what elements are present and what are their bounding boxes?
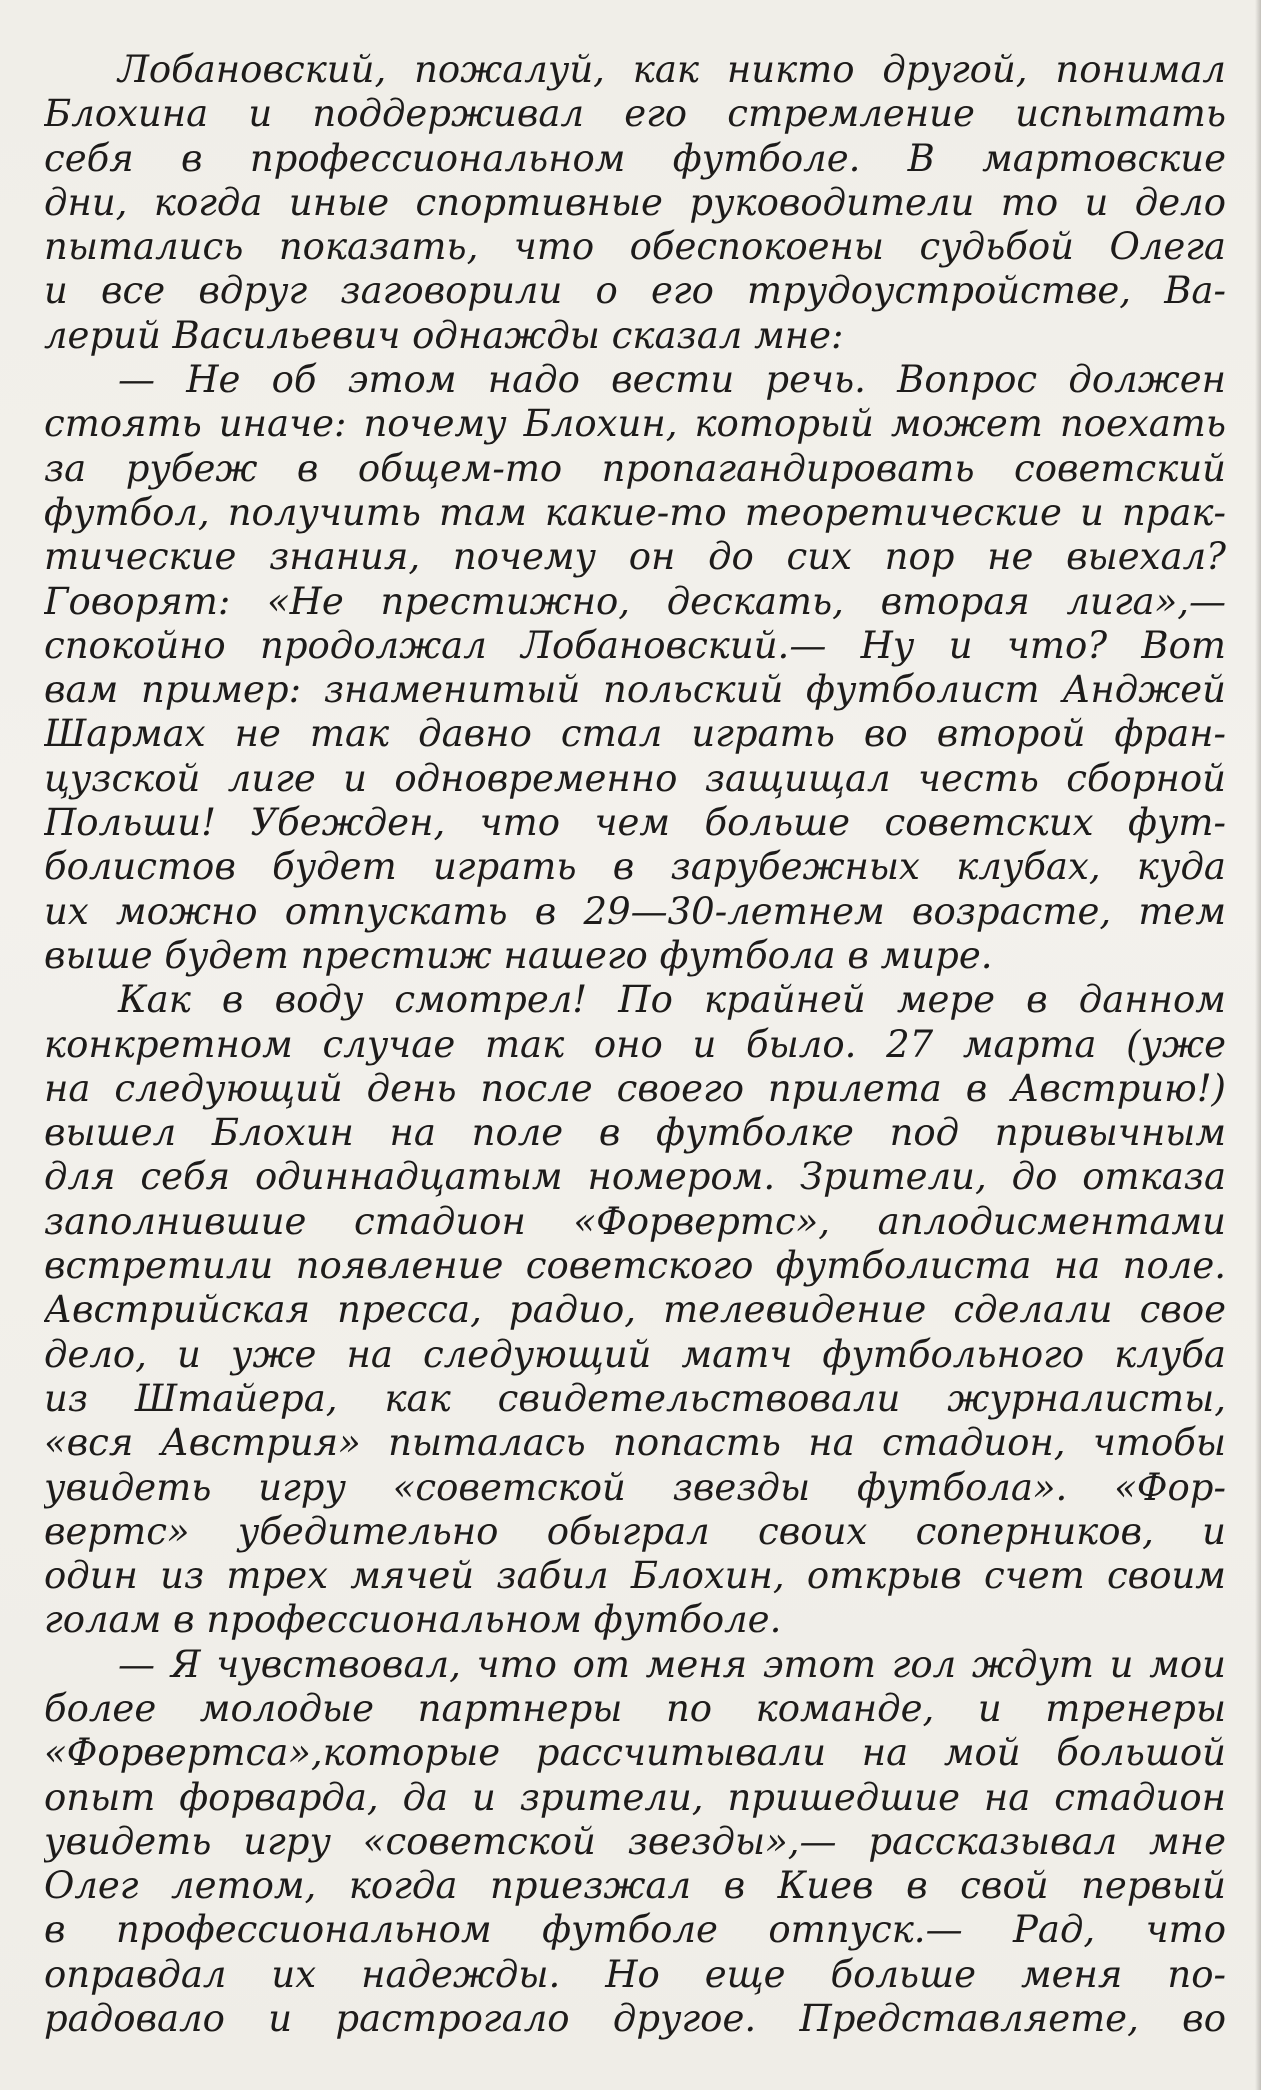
text-line: себя в профессиональном футболе. В мартовские	[44, 136, 1226, 180]
text-line: их можно отпускать в 29—30-летнем возрасте, тем	[44, 889, 1226, 933]
page-text	[44, 48, 1226, 2041]
text-line: выше будет престиж нашего футбола в мире.	[44, 933, 993, 977]
text-line: за рубеж в общем-то пропагандировать советский	[44, 446, 1226, 490]
text-line: из Штайера, как свидетельствовали журналисты,	[44, 1376, 1226, 1420]
text-line: Олег летом, когда приезжал в Киев в свой первый	[44, 1864, 1226, 1908]
text-line: тические знания, почему он до сих пор не выехал?	[44, 535, 1226, 579]
text-line: лерий Васильевич однажды сказал мне:	[44, 313, 844, 357]
text-line: голам в профессиональном футболе.	[44, 1598, 782, 1642]
text-line: стоять иначе: почему Блохин, который может поехать	[44, 402, 1226, 446]
text-line: вам пример: знаменитый польский футболист Анджей	[44, 668, 1226, 712]
text-line: вертс» убедительно обыграл своих соперников, и	[44, 1509, 1226, 1553]
text-line: радовало и растрогало другое. Представляете, во	[44, 1997, 1226, 2041]
text-line: опыт форварда, да и зрители, пришедшие на стадион	[44, 1775, 1226, 1819]
text-line: один из трех мячей забил Блохин, открыв счет своим	[44, 1554, 1226, 1598]
text-line: более молодые партнеры по команде, и тренеры	[44, 1686, 1226, 1730]
text-line: «вся Австрия» пыталась попасть на стадион, чтобы	[44, 1421, 1226, 1465]
text-line: Как в воду смотрел! По крайней мере в данном	[118, 978, 1226, 1022]
text-line: и все вдруг заговорили о его трудоустройстве, Ва-	[44, 269, 1226, 313]
text-line: — Я чувствовал, что от меня этот гол ждут и мои	[118, 1642, 1226, 1686]
text-line: вышел Блохин на поле в футболке под привычным	[44, 1111, 1226, 1155]
text-line: встретили появление советского футболиста на поле.	[44, 1244, 1226, 1288]
text-line: цузской лиге и одновременно защищал честь сборной	[44, 756, 1226, 800]
text-line: в профессиональном футболе отпуск.— Рад, что	[44, 1908, 1226, 1952]
text-line: — Не об этом надо вести речь. Вопрос должен	[118, 358, 1226, 402]
text-line: оправдал их надежды. Но еще больше меня по-	[44, 1952, 1226, 1996]
text-line: на следующий день после своего прилета в Австрию!)	[44, 1066, 1226, 1110]
text-line: Австрийская пресса, радио, телевидение сделали свое	[44, 1288, 1226, 1332]
text-line: дни, когда иные спортивные руководители то и дело	[44, 180, 1226, 224]
text-line: Лобановский, пожалуй, как никто другой, понимал	[118, 48, 1226, 91]
text-line: спокойно продолжал Лобановский.— Ну и что? Вот	[44, 623, 1226, 667]
text-line: для себя одиннадцатым номером. Зрители, до отказа	[44, 1155, 1226, 1199]
text-line: Блохина и поддерживал его стремление испытать	[44, 92, 1226, 136]
text-line: футбол, получить там какие-то теоретические и прак-	[44, 490, 1226, 534]
page-edge-shadow	[1255, 0, 1261, 2090]
text-line: дело, и уже на следующий матч футбольного клуба	[44, 1332, 1226, 1376]
text-line: конкретном случае так оно и было. 27 марта (уже	[44, 1022, 1226, 1066]
text-line: увидеть игру «советской звезды футбола». «Фор-	[44, 1465, 1226, 1509]
text-line: заполнившие стадион «Форвертс», аплодисментами	[44, 1199, 1226, 1243]
text-line: болистов будет играть в зарубежных клубах, куда	[44, 845, 1226, 889]
text-line: Говорят: «Не престижно, дескать, вторая лига»,—	[44, 579, 1226, 623]
text-line: увидеть игру «советской звезды»,— рассказывал мне	[44, 1819, 1226, 1863]
text-line: Польши! Убежден, что чем больше советских фут-	[44, 801, 1226, 845]
text-line: Шармах не так давно стал играть во второй фран-	[44, 712, 1226, 756]
text-line: «Форвертса»,которые рассчитывали на мой большой	[44, 1731, 1226, 1775]
text-line: пытались показать, что обеспокоены судьбой Олега	[44, 225, 1226, 269]
